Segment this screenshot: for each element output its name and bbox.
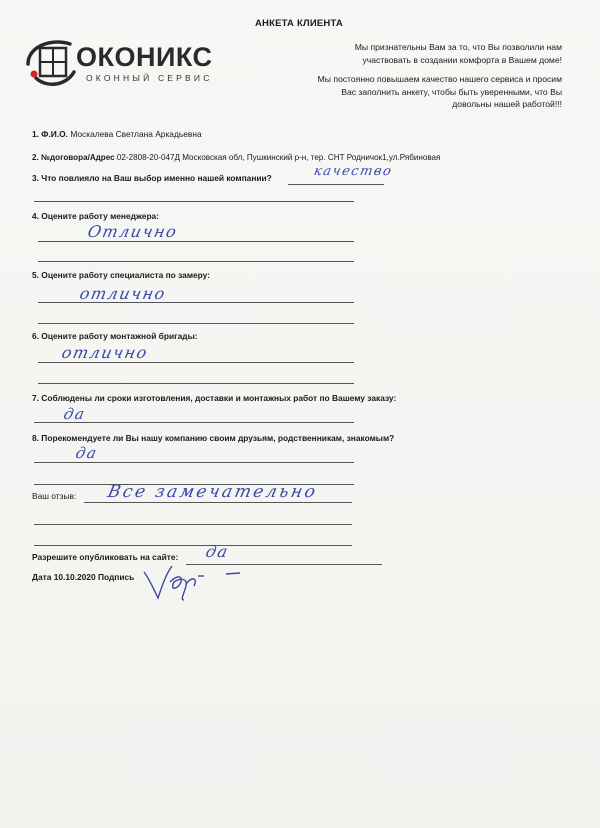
question-choice-reason (32, 173, 272, 183)
answer-line (34, 422, 354, 423)
question-deadlines (32, 393, 396, 403)
answer-line (34, 201, 354, 202)
intro-request (318, 73, 562, 111)
fio-label: 1. Ф.И.О. (32, 129, 68, 139)
date-label: Дата 10.10.2020 (32, 572, 96, 582)
intro-thanks-line: участвовать в создании комфорта в Вашем доме! (362, 54, 562, 65)
manager-answer: Отлично (85, 222, 180, 241)
question-installation (32, 331, 198, 341)
field-review (32, 491, 76, 501)
answer-line (38, 241, 354, 242)
answer-line (38, 323, 354, 324)
deadlines-answer: да (62, 405, 88, 423)
question-measurer (32, 270, 210, 280)
publish-label: Разрешите опубликовать на сайте: (32, 552, 179, 562)
publish-answer: да (203, 542, 231, 561)
intro-request-line: Вас заполнить анкету, чтобы быть уверенными, что Вы (341, 86, 562, 97)
answer-line (38, 362, 354, 363)
answer-line (34, 524, 352, 525)
measurer-label: 5. Оцените работу специалиста по замеру: (32, 270, 211, 280)
fio-value: Москалева Светлана Аркадьевна (70, 129, 202, 139)
answer-line (38, 383, 354, 384)
answer-line (38, 261, 354, 262)
question-manager (32, 211, 159, 221)
manager-label: 4. Оцените работу менеджера: (32, 211, 160, 221)
handwritten-signature-icon (140, 560, 250, 604)
answer-line (34, 545, 352, 546)
question-recommend (32, 433, 394, 443)
installation-label: 6. Оцените работу монтажной бригады: (32, 331, 198, 341)
intro-thanks (355, 41, 562, 66)
intro-request-line: Мы постоянно повышаем качество нашего сервиса и просим (317, 74, 562, 84)
installation-answer: отлично (59, 343, 150, 362)
choice-reason-label: 3. Что повлияло на Ваш выбор именно нашей компании? (32, 173, 272, 183)
answer-line (288, 184, 384, 185)
field-date-signature (32, 572, 134, 582)
form-title: АНКЕТА КЛИЕНТА (255, 18, 343, 29)
review-label: Ваш отзыв: (32, 491, 77, 501)
recommend-label: 8. Порекомендуете ли Вы нашу компанию своим друзьям, родственникам, знакомым? (32, 433, 395, 443)
brand-tagline: ОКОННЫЙ СЕРВИС (86, 73, 213, 83)
answer-line (34, 462, 354, 463)
choice-reason-answer: качество (312, 164, 394, 179)
recommend-answer: да (74, 444, 100, 462)
field-contract-address (32, 153, 440, 162)
signature-label: Подпись (97, 572, 135, 582)
answer-line (84, 502, 352, 503)
field-fio (32, 129, 202, 139)
answer-line (38, 302, 354, 303)
contract-address-value: 02-2808-20-047Д Московская обл, Пушкинский р-н, тер. СНТ Родничок1,ул.Рябиновая (116, 153, 441, 162)
contract-address-label: 2. №договора/Адрес (32, 153, 115, 162)
deadlines-label: 7. Соблюдены ли сроки изготовления, доставки и монтажных работ по Вашему заказу: (32, 393, 397, 403)
intro-request-line: довольны нашей работой!!! (452, 99, 562, 109)
review-answer: Все замечательно (105, 482, 320, 502)
intro-thanks-line: Мы признательны Вам за то, что Вы позволили нам (354, 42, 562, 52)
brand-name: ОКОНИКС (76, 42, 213, 72)
measurer-answer: отлично (77, 284, 168, 303)
